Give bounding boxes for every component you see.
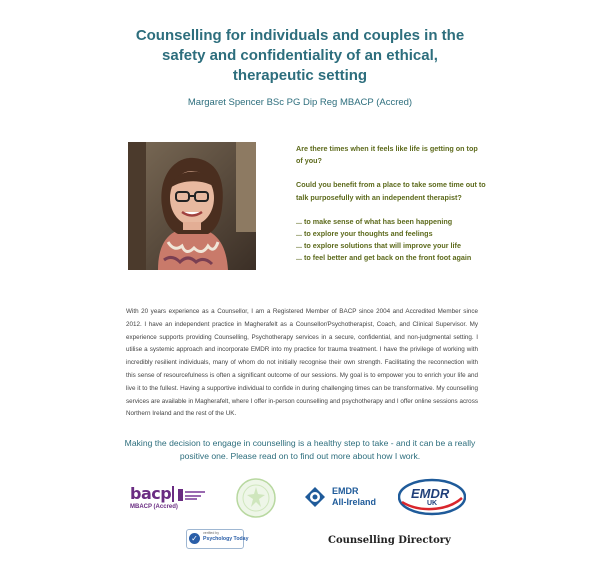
about-paragraph: With 20 years experience as a Counsellor, I am a Registered Member of BACP since 2004 and Accredited Member since 2012. I have an independent practice in Magherafelt as a Counsellor/Psychotherapist, Coach, and Clinical Supervisor. My experience supports providing Counselling, Psychotherapy services in a secure, confidential, and non-judgmental setting. I utilise a systemic approach and incorporate EMDR into my practice for trauma treatment. I have the privilege of working with incredibly resilient individuals, many of whom do not initially recognise their own strength. Facilitating the reconnection with this sense of resourcefulness is often a significant outcome of our sessions. My goal is to empower you to enrich your life and live it to the fullest. Having a supportive individual to confide in during challenging times can be transformative. My counselling services are available in Magherafelt, where I offer in-person counselling and psychotherapy and I offer online sessions across Northern Ireland and the rest of the UK. xyxy=(126,308,478,418)
therapist-photo xyxy=(128,142,256,270)
title-line-3: therapeutic setting xyxy=(232,67,368,84)
emdr-all-ireland-logo[interactable] xyxy=(304,484,388,512)
benefits-list xyxy=(296,216,486,265)
emdr-uk-logo[interactable] xyxy=(398,478,466,516)
list-item: ... to explore your thoughts and feelings xyxy=(296,229,433,239)
emdr-uk-line-2: UK xyxy=(427,500,438,507)
emdr-ai-line-1: EMDR xyxy=(332,486,359,496)
page-title xyxy=(60,26,540,86)
emdr-ai-line-2: All-Ireland xyxy=(332,497,377,507)
psychology-today-label: Psychology Today xyxy=(203,536,249,542)
bacp-emblem-icon xyxy=(172,486,174,502)
call-to-action xyxy=(110,437,490,463)
question-benefit-place: Could you benefit from a place to take some time out to talk purposefully with an independent therapist? xyxy=(296,180,486,202)
title-line-1: Counselling for individuals and couples in the xyxy=(135,27,465,44)
checkmark-icon: ✓ xyxy=(189,533,200,544)
title-line-2: safety and confidentiality of an ethical, xyxy=(162,47,438,64)
cta-line-2: positive one. Please read on to find out more about how I work. xyxy=(179,451,421,461)
circular-seal-logo[interactable] xyxy=(236,478,276,518)
list-item: ... to make sense of what has been happening xyxy=(296,216,453,226)
counselling-directory-label: Counselling Directory xyxy=(328,535,451,546)
emdr-uk-line-1: EMDR xyxy=(411,486,450,501)
bacp-logo[interactable] xyxy=(130,484,210,514)
list-item: ... to explore solutions that will improve your life xyxy=(296,241,461,251)
psychology-today-badge[interactable] xyxy=(186,529,249,549)
cta-line-1: Making the decision to engage in counselling is a healthy step to take - and it can be a really xyxy=(124,438,476,448)
intro-questions xyxy=(296,143,486,265)
therapist-credentials: Margaret Spencer BSc PG Dip Reg MBACP (Accred) xyxy=(187,97,413,108)
seal-icon xyxy=(236,478,276,518)
portrait-illustration xyxy=(128,142,256,270)
list-item: ... to feel better and get back on the front foot again xyxy=(296,253,472,263)
emdr-ai-emblem-icon xyxy=(304,486,326,508)
bacp-accreditation-mark-icon xyxy=(178,488,206,500)
bacp-wordmark: bacp xyxy=(130,484,172,503)
question-life-on-top: Are there times when it feels like life is getting on top of you? xyxy=(296,144,478,166)
psychology-today-verified-label: verified by xyxy=(203,531,219,535)
counselling-directory-logo[interactable] xyxy=(328,530,458,546)
bacp-caption: MBACP (Accred) xyxy=(130,504,178,510)
